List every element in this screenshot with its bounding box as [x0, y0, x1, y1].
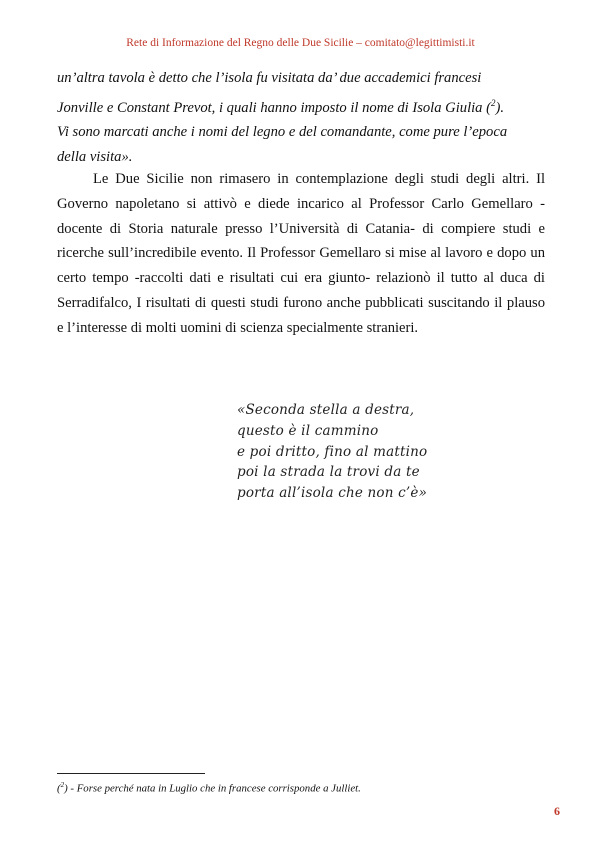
footnote-ref[interactable]: 2: [491, 97, 496, 108]
poem-line: poi la strada la trovi da te: [237, 464, 420, 481]
quote-line-2: Jonville e Constant Prevot, i quali hanno imposto il nome di Isola Giulia (: [57, 99, 491, 116]
quote-line-1: un’altra tavola è detto che l’isola fu visitata da’ due accademici francesi: [57, 70, 482, 86]
footnote: [57, 781, 545, 795]
footnote-open: (: [57, 782, 61, 795]
poem-epigraph: [237, 400, 477, 504]
footnote-number: 2: [60, 781, 65, 789]
poem-line: «Seconda stella a destra,: [237, 402, 415, 418]
quote-line: [57, 120, 545, 145]
poem-line: porta all’isola che non c’è»: [237, 485, 428, 502]
poem-line: questo è il cammino: [237, 422, 379, 439]
quote-line: [57, 66, 545, 91]
footnote-text: ) - Forse perché nata in Luglio che in francese corrisponde a Julliet.: [64, 782, 361, 795]
quote-line-4: della visita».: [57, 149, 133, 166]
page-number: 6: [554, 804, 560, 818]
poem-line: e poi dritto, fino al mattino: [237, 443, 428, 460]
quoted-passage: [57, 66, 545, 170]
body-paragraph: Le Due Sicilie non rimasero in contemplazione degli studi degli altri. Il Governo napoletano si attivò e diede incarico al Professor Carlo Gemellaro - docente di Storia naturale presso l’Università di Catania- di compiere studi e ricerche sull’incredibile evento. Il Professor Gemellaro si mise al lavoro e dopo un certo tempo -raccolti dati e risultati cui era giunto- relazionò il tutto al duca di Serradifalco, I risultati di questi studi furono anche pubblicati suscitando il plauso e l’interesse di molti uomini di scienza specialmente stranieri.: [57, 171, 545, 336]
quote-line: [57, 91, 545, 121]
quote-ref-close: ).: [495, 99, 505, 116]
footnote-divider: [57, 773, 205, 774]
body-text: [57, 167, 545, 341]
page-header: Rete di Informazione del Regno delle Due Sicilie – comitato@legittimisti.it: [126, 37, 475, 49]
quote-line-3: Vi sono marcati anche i nomi del legno e del comandante, come pure l’epoca: [57, 124, 508, 141]
